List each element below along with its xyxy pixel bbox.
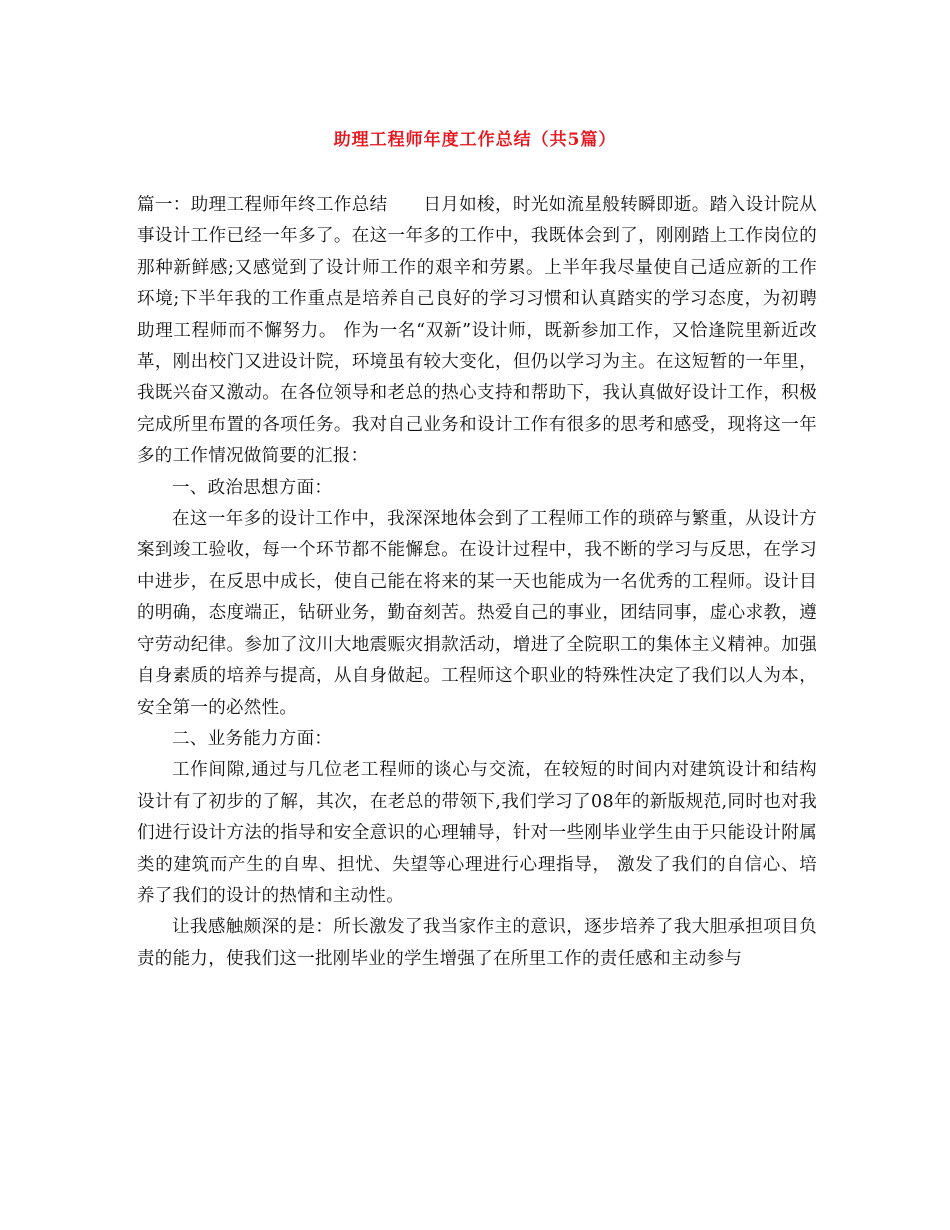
document-body [137, 190, 817, 975]
paragraph-intro: 篇一：助理工程师年终工作总结 日月如梭，时光如流星般转瞬即逝。踏入设计院从事设计工作已经一年多了。在这一年多的工作中，我既体会到了，刚刚踏上工作岗位的那种新鲜感;又感觉到了设计师工作的艰辛和劳累。上半年我尽量使自己适应新的工作环境;下半年我的工作重点是培养自己良好的学习习惯和认真踏实的学习态度，为初聘助理工程师而不懈努力。 作为一名“双新”设计师，既新参加工作，又恰逢院里新近改革，刚出校门又进设计院，环境虽有较大变化，但仍以学习为主。在这短暂的一年里，我既兴奋又激动。在各位领导和老总的热心支持和帮助下，我认真做好设计工作，积极完成所里布置的各项任务。我对自己业务和设计工作有很多的思考和感受，现将这一年多的工作情况做简要的汇报： [137, 195, 817, 467]
paragraph-political: 在这一年多的设计工作中，我深深地体会到了工程师工作的琐碎与繁重，从设计方案到竣工验收，每一个环节都不能懈怠。在设计过程中，我不断的学习与反思，在学习中进步，在反思中成长，使自己能在将来的某一天也能成为一名优秀的工程师。设计目的明确，态度端正，钻研业务，勤奋刻苦。热爱自己的事业，团结同事，虚心求教，遵守劳动纪律。参加了汶川大地震赈灾捐款活动，增进了全院职工的集体主义精神。加强自身素质的培养与提高，从自身做起。工程师这个职业的特殊性决定了我们以人为本，安全第一的必然性。 [137, 509, 817, 718]
document-title: 助理工程师年度工作总结（共5篇） [333, 130, 617, 150]
section-heading-political: 一、政治思想方面： [172, 477, 333, 498]
paragraph-impression: 让我感触颇深的是：所长激发了我当家作主的意识，逐步培养了我大胆承担项目负责的能力，使我们这一批刚毕业的学生增强了在所里工作的责任感和主动参与 [137, 917, 817, 969]
section-heading-business: 二、业务能力方面： [172, 728, 333, 749]
paragraph-business: 工作间隙,通过与几位老工程师的谈心与交流，在较短的时间内对建筑设计和结构设计有了初步的了解，其次，在老总的带领下,我们学习了08年的新版规范,同时也对我们进行设计方法的指导和安全意识的心理辅导，针对一些刚毕业学生由于只能设计附属类的建筑而产生的自卑、担忧、失望等心理进行心理指导， 激发了我们的自信心、培养了我们的设计的热情和主动性。 [137, 760, 817, 906]
